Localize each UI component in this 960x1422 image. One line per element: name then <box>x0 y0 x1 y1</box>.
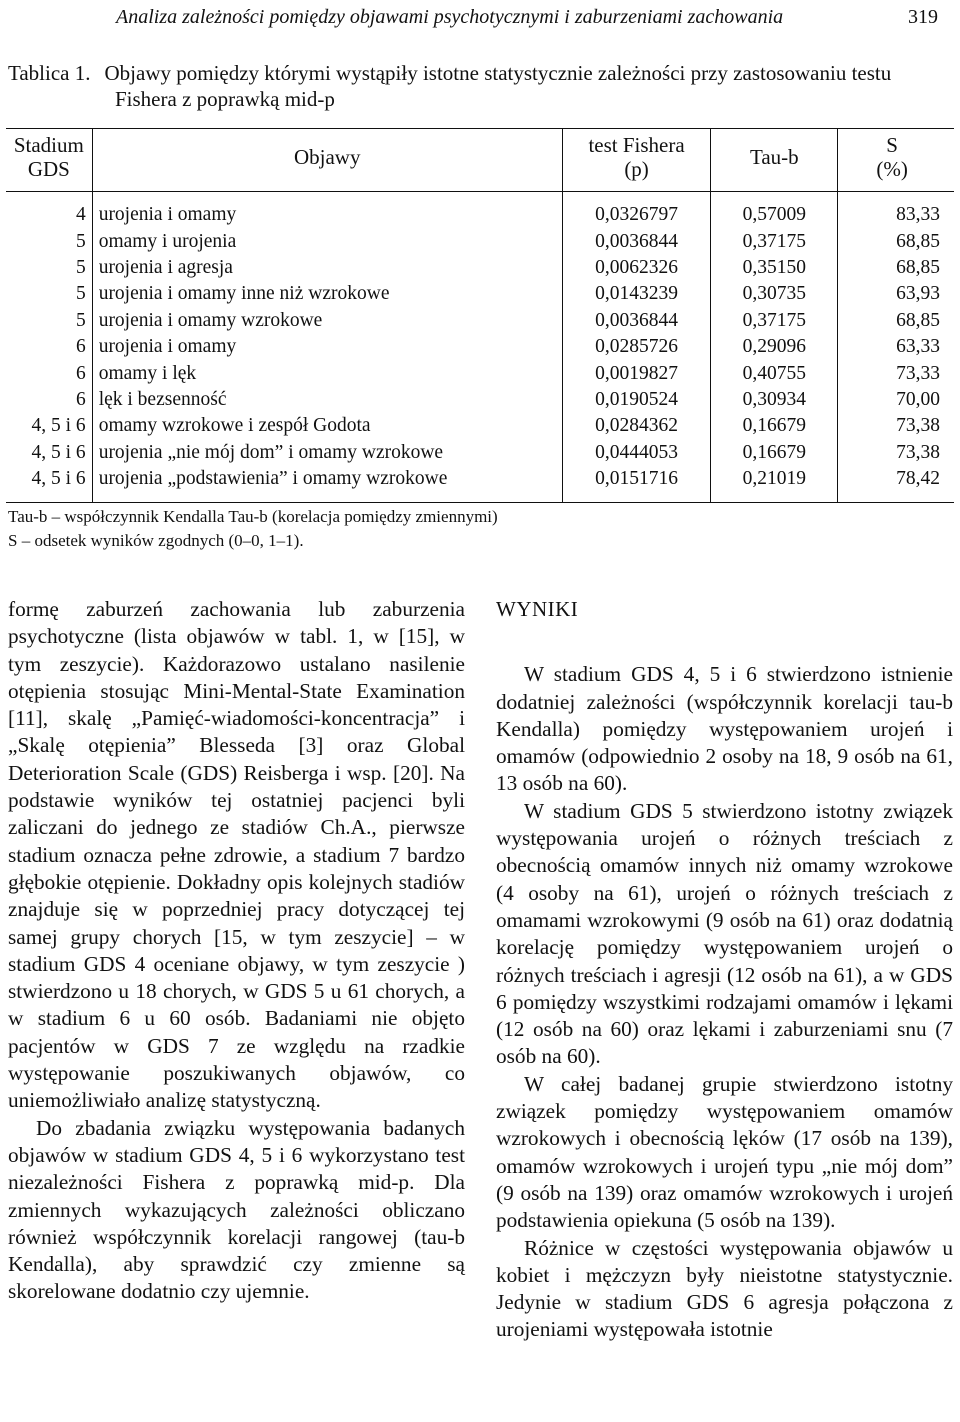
cell-symptoms: urojenia i omamy <box>92 192 562 229</box>
table-row <box>6 281 954 307</box>
page-number: 319 <box>908 6 938 28</box>
header-stage: Stadium GDS <box>6 129 92 192</box>
cell-stage: 6 <box>6 334 92 360</box>
cell-s: 63,93 <box>896 283 940 305</box>
cell-stage: 5 <box>6 281 92 307</box>
table-row <box>6 255 954 281</box>
right-paragraph-2: W stadium GDS 5 stwierdzono istotny związek występowania urojeń o różnych treściach z obecnością omamów innych niż omamy wzrokowe (4 osoby na 61), urojeń o różnych treściach z omamami wzrokowymi (9 osób na 61) oraz dodatnią korelację pomiędzy występowaniem urojeń o różnych treściach i agresji (12 osób na 61), a w GDS 6 pomiędzy wszystkimi rodzajami omamów i lękami (12 osób na 60) oraz lękami i zaburzeniami snu (7 osób na 60). <box>496 798 953 1069</box>
cell-symptoms: urojenia i omamy inne niż wzrokowe <box>92 281 562 307</box>
cell-s: 73,38 <box>896 415 940 437</box>
cell-s: 83,33 <box>896 204 940 226</box>
right-paragraph-4: Różnice w częstości występowania objawów u kobiet i mężczyzn były nieistotne statystycznie. Jedynie w stadium GDS 6 agresja połączona z urojeniami występowała istotnie <box>496 1235 953 1342</box>
cell-symptoms: urojenia „podstawienia” i omamy wzrokowe <box>92 466 562 503</box>
cell-symptoms: urojenia i omamy <box>92 334 562 360</box>
table-row <box>6 192 954 229</box>
cell-fisher: 0,0285726 <box>562 334 711 360</box>
cell-s: 73,33 <box>896 362 940 384</box>
cell-fisher: 0,0190524 <box>562 387 711 413</box>
table-row <box>6 413 954 439</box>
cell-s: 70,00 <box>896 388 940 410</box>
cell-stage: 4 <box>6 192 92 229</box>
table-row <box>6 466 954 503</box>
cell-s: 68,85 <box>896 256 940 278</box>
cell-s: 78,42 <box>838 466 954 503</box>
header-s: S (%) <box>838 129 954 192</box>
cell-taub: 0,16679 <box>711 413 838 439</box>
cell-taub: 0,40755 <box>711 360 838 386</box>
right-paragraph-1: W stadium GDS 4, 5 i 6 stwierdzono istnienie dodatniej zależności (współczynnik korelacji tau-b Kendalla) pomiędzy występowaniem urojeń i omamów (odpowiednio 2 osoby na 18, 9 osób na 61, 13 osób na 60). <box>496 662 953 796</box>
cell-symptoms: urojenia i agresja <box>92 255 562 281</box>
cell-taub: 0,37175 <box>711 308 838 334</box>
cell-symptoms: urojenia i omamy wzrokowe <box>92 308 562 334</box>
right-column <box>496 596 953 1344</box>
cell-stage: 6 <box>6 360 92 386</box>
table-header-row <box>6 129 954 192</box>
cell-taub: 0,37175 <box>711 228 838 254</box>
cell-stage: 6 <box>6 387 92 413</box>
cell-taub: 0,57009 <box>711 192 838 229</box>
cell-fisher: 0,0019827 <box>562 360 711 386</box>
cell-symptoms: lęk i bezsenność <box>92 387 562 413</box>
cell-fisher: 0,0036844 <box>562 228 711 254</box>
cell-fisher: 0,0036844 <box>562 308 711 334</box>
table-label: Tablica 1. <box>8 61 91 85</box>
section-heading: WYNIKI <box>496 597 579 621</box>
cell-taub: 0,16679 <box>711 440 838 466</box>
cell-fisher: 0,0062326 <box>562 255 711 281</box>
cell-taub: 0,30735 <box>711 281 838 307</box>
cell-stage: 5 <box>6 255 92 281</box>
cell-s: 68,85 <box>896 309 940 331</box>
table-row <box>6 360 954 386</box>
caption-line-2: Fishera z poprawką mid-p <box>115 87 335 111</box>
header-fisher: test Fishera (p) <box>562 129 711 192</box>
table-body <box>6 192 954 503</box>
left-column <box>8 596 465 1306</box>
cell-fisher: 0,0151716 <box>562 466 711 503</box>
cell-stage: 5 <box>6 308 92 334</box>
cell-taub: 0,21019 <box>711 466 838 503</box>
left-paragraph-2: Do zbadania związku występowania badanych objawów w stadium GDS 4, 5 i 6 wykorzystano test niezależności Fishera z poprawką mid-p. Dla zmiennych wykazujących zależności obliczano również współczynnik korelacji rangowej (tau-b Kendalla), aby sprawdzić czy zmienne są skorelowane dodatnio czy ujemnie. <box>8 1115 465 1304</box>
running-title: Analiza zależności pomiędzy objawami psychotycznymi i zaburzeniami zachowania <box>116 6 784 28</box>
cell-fisher: 0,0284362 <box>562 413 711 439</box>
note-s: S – odsetek wyników zgodnych (0–0, 1–1). <box>8 531 304 550</box>
table-notes <box>8 505 498 553</box>
cell-s: 73,38 <box>896 441 940 463</box>
cell-taub: 0,30934 <box>711 387 838 413</box>
cell-taub: 0,35150 <box>711 255 838 281</box>
cell-symptoms: omamy wzrokowe i zespół Godota <box>92 413 562 439</box>
cell-s: 63,33 <box>896 336 940 358</box>
cell-stage: 4, 5 i 6 <box>6 440 92 466</box>
table-row <box>6 334 954 360</box>
cell-taub: 0,29096 <box>711 334 838 360</box>
cell-s: 68,85 <box>896 230 940 252</box>
table-row <box>6 228 954 254</box>
table-row <box>6 308 954 334</box>
cell-fisher: 0,0444053 <box>562 440 711 466</box>
cell-symptoms: omamy i lęk <box>92 360 562 386</box>
cell-stage: 4, 5 i 6 <box>6 413 92 439</box>
table-caption <box>8 60 930 112</box>
results-table <box>6 128 954 503</box>
cell-stage: 4, 5 i 6 <box>6 466 92 503</box>
caption-line-1: Objawy pomiędzy którymi wystąpiły istotne statystycznie zależności przy zastosowaniu testu <box>104 61 892 85</box>
cell-symptoms: urojenia „nie mój dom” i omamy wzrokowe <box>92 440 562 466</box>
cell-stage: 5 <box>6 228 92 254</box>
note-taub: Tau-b – współczynnik Kendalla Tau-b (korelacja pomiędzy zmiennymi) <box>8 507 498 526</box>
table-row <box>6 387 954 413</box>
cell-fisher: 0,0143239 <box>562 281 711 307</box>
right-paragraph-3: W całej badanej grupie stwierdzono istotny związek pomiędzy występowaniem omamów wzrokowych i obecnością lęków (17 osób na 139), omamów wzrokowych i urojeń typu „nie mój dom” (9 osób na 139) oraz omamów wzrokowych i urojeń podstawienia opiekuna (5 osób na 139). <box>496 1071 953 1233</box>
running-header <box>116 6 938 36</box>
header-taub: Tau-b <box>711 129 838 192</box>
cell-fisher: 0,0326797 <box>562 192 711 229</box>
left-paragraph-1: formę zaburzeń zachowania lub zaburzenia psychotyczne (lista objawów w tabl. 1, w [15], w tym zeszycie). Każdorazowo ustalano nasilenie otępienia stosując Mini-Mental-State Examination [11], skalę „Pamięć-wiadomości-koncentracja” i „Skalę otępienia” Blesseda [3] oraz Global Deterioration Scale (GDS) Reisberga i wsp. [20]. Na podstawie wyników tej ostatniej pacjenci byli zaliczani do jednego ze stadiów Ch.A., pierwsze stadium oznacza pełne zdrowie, a stadium 7 bardzo głębokie otępienie. Dokładny opis kolejnych stadiów znajduje się w poprzedniej pracy dotyczącej tej samej grupy chorych [15, w tym zeszycie] – w stadium GDS 4 oceniane objawy, w tym zeszycie ) stwierdzono u 18 chorych, w GDS 5 u 61 chorych, a w stadium 6 u 60 osób. Badaniami nie objęto pacjentów w GDS 7 ze względu na rzadkie występowanie poszukiwanych objawów, co uniemożliwiało analizę statystyczną. <box>8 597 465 1113</box>
table-row <box>6 440 954 466</box>
header-symptoms: Objawy <box>92 129 562 192</box>
cell-symptoms: omamy i urojenia <box>92 228 562 254</box>
